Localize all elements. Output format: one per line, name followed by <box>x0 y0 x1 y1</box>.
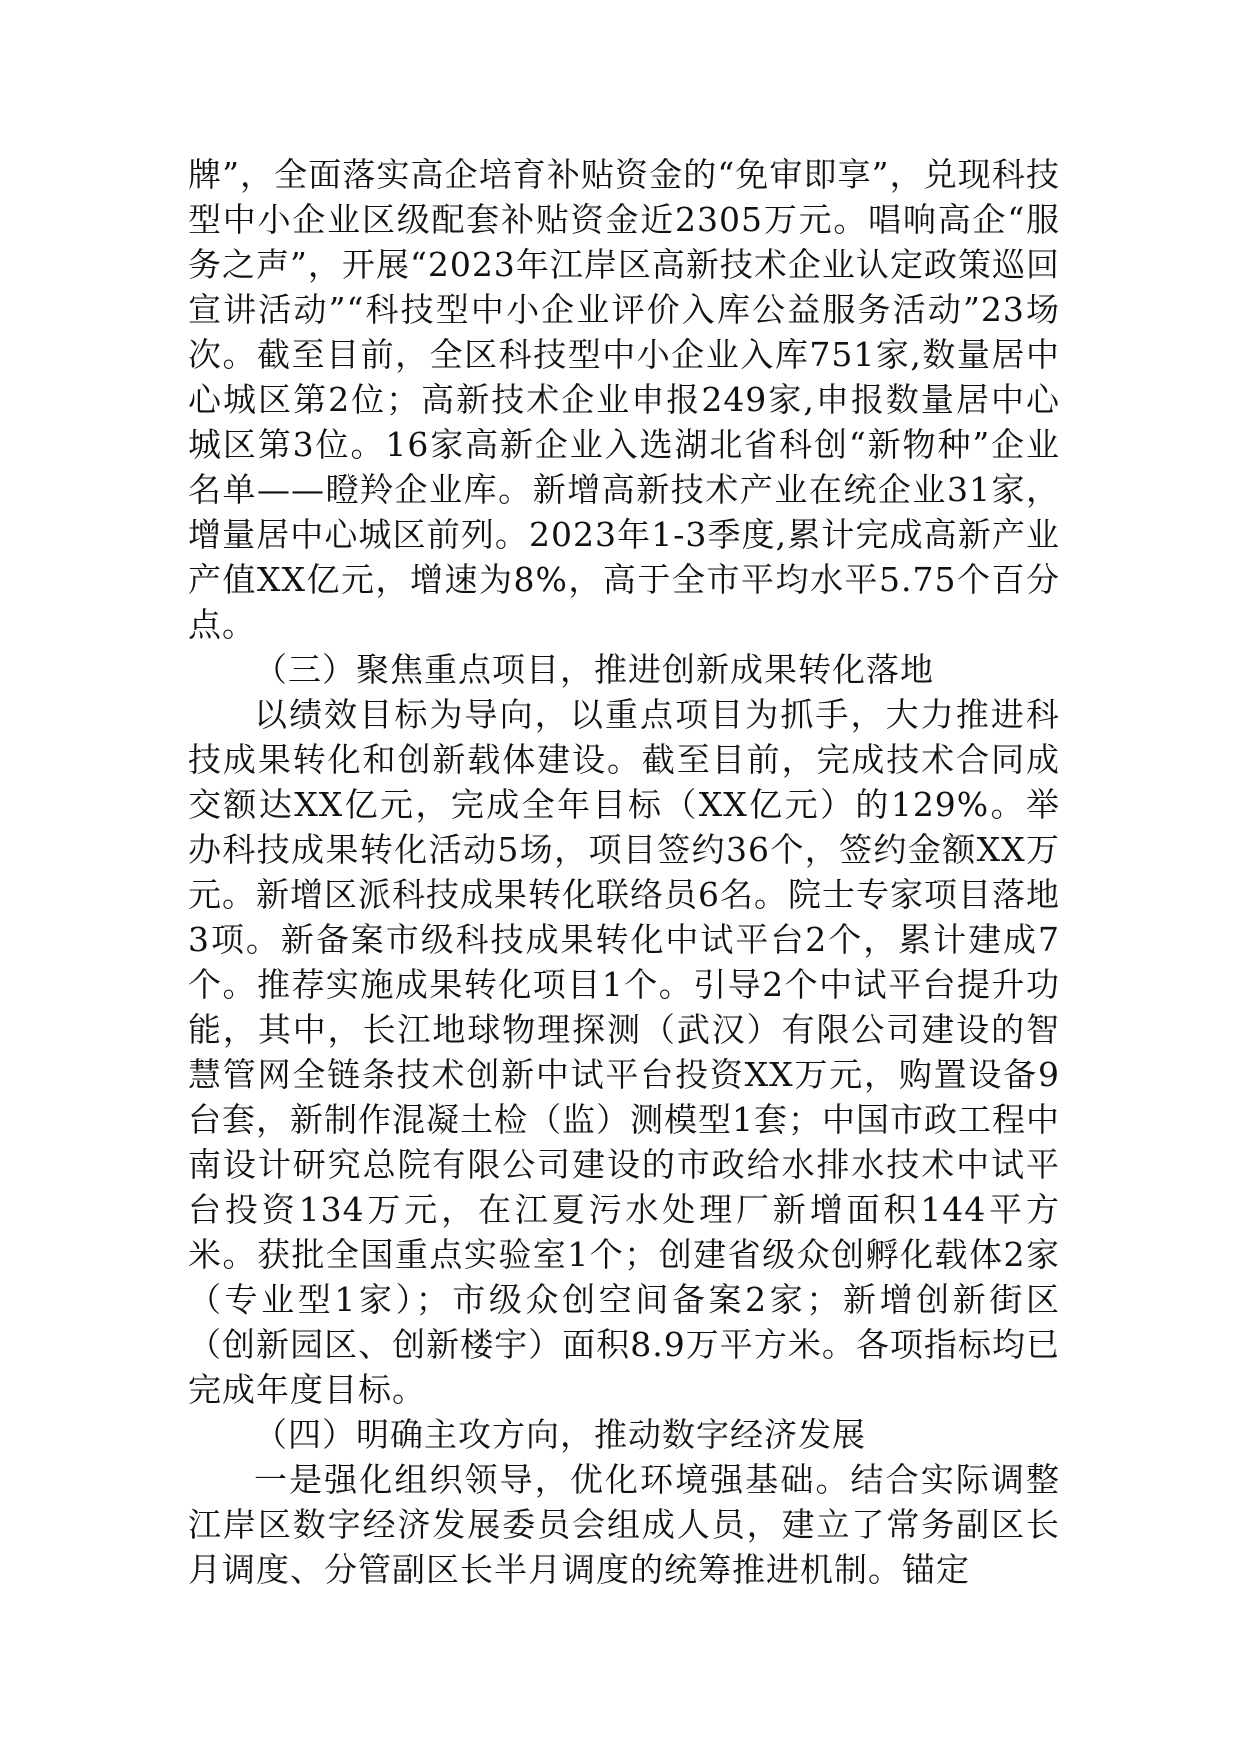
paragraph-high-tech-enterprises: 牌”，全面落实高企培育补贴资金的“免审即享”，兑现科技型中小企业区级配套补贴资金近2305万元。唱响高企“服务之声”，开展“2023年江岸区高新技术企业认定政策巡回宣讲活动”“科技型中小企业评价入库公益服务活动”23场次。截至目前，全区科技型中小企业入库751家,数量居中心城区第2位；高新技术企业申报249家,申报数量居中心城区第3位。16家高新企业入选湖北省科创“新物种”企业名单——瞪羚企业库。新增高新技术产业在统企业31家，增量居中心城区前列。2023年1-3季度,累计完成高新产业产值XX亿元，增速为8%，高于全市平均水平5.75个百分点。 <box>188 155 1060 644</box>
section-heading-4: （四）明确主攻方向，推动数字经济发展 <box>254 1415 866 1454</box>
paragraph-digital-economy: 一是强化组织领导，优化环境强基础。结合实际调整江岸区数字经济发展委员会组成人员，建立了常务副区长月调度、分管副区长半月调度的统筹推进机制。锚定 <box>188 1460 1060 1589</box>
paragraph-innovation-achievements: 以绩效目标为导向，以重点项目为抓手，大力推进科技成果转化和创新载体建设。截至目前，完成技术合同成交额达XX亿元，完成全年目标（XX亿元）的129%。举办科技成果转化活动5场，项目签约36个，签约金额XX万元。新增区派科技成果转化联络员6名。院士专家项目落地3项。新备案市级科技成果转化中试平台2个，累计建成7个。推荐实施成果转化项目1个。引导2个中试平台提升功能，其中，长江地球物理探测（武汉）有限公司建设的智慧管网全链条技术创新中试平台投资XX万元，购置设备9台套，新制作混凝土检（监）测模型1套；中国市政工程中南设计研究总院有限公司建设的市政给水排水技术中试平台投资134万元，在江夏污水处理厂新增面积144平方米。获批全国重点实验室1个；创建省级众创孵化载体2家（专业型1家）；市级众创空间备案2家；新增创新街区（创新园区、创新楼宇）面积8.9万平方米。各项指标均已完成年度目标。 <box>188 695 1060 1409</box>
document-page <box>188 152 1060 1592</box>
section-heading-3: （三）聚焦重点项目，推进创新成果转化落地 <box>254 650 934 689</box>
